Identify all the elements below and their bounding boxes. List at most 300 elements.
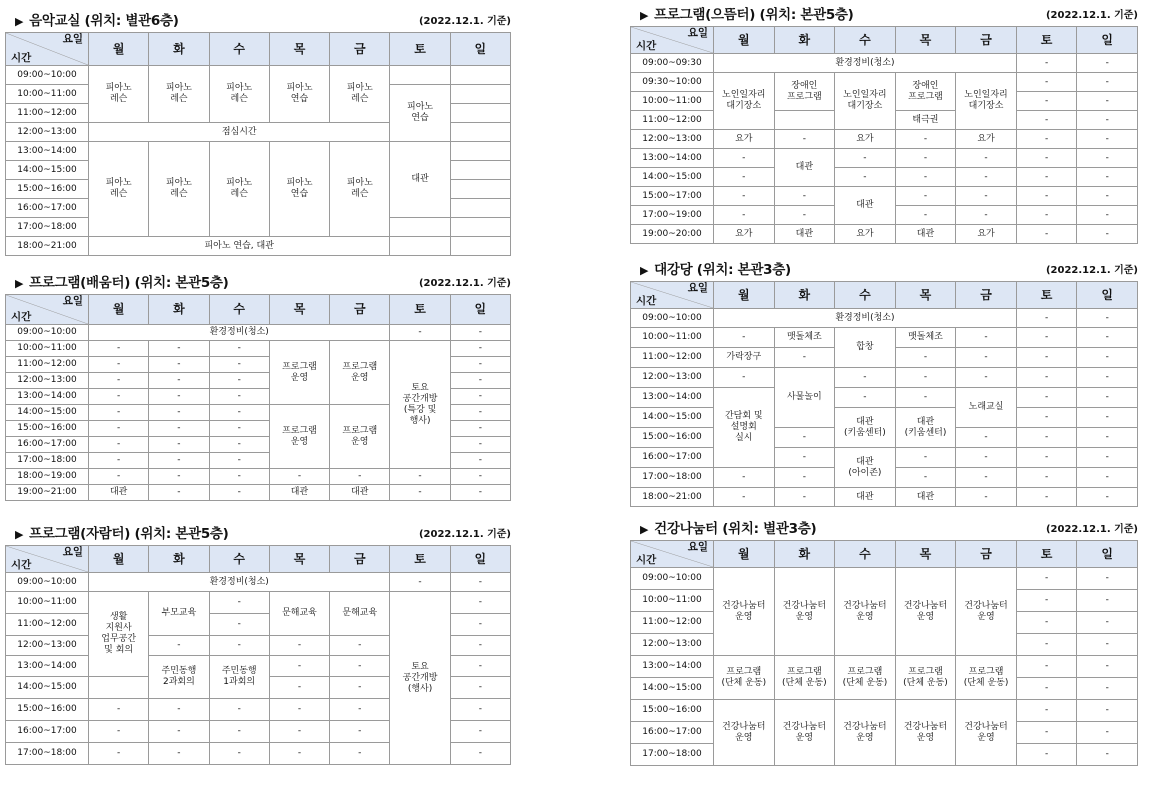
day-header: 월 — [714, 27, 775, 54]
table-corner: 요일 시간 — [631, 27, 714, 54]
dash-cell: - — [1077, 568, 1138, 590]
council-cell: 주민동행 1과회의 — [209, 656, 269, 699]
day-header: 토 — [390, 546, 450, 573]
day-header: 토 — [390, 295, 450, 325]
dash-cell: - — [1077, 612, 1138, 634]
day-header: 수 — [209, 33, 269, 66]
dash-cell: - — [269, 656, 329, 677]
dash-cell: - — [956, 368, 1017, 388]
dash-cell: - — [714, 168, 775, 187]
triangle-icon: ▶ — [15, 15, 24, 28]
day-header: 금 — [330, 295, 390, 325]
program-cell: 프로그램 운영 — [330, 405, 390, 469]
section-date: (2022.12.1. 기준) — [418, 529, 511, 540]
cleaning-cell: 환경정비(청소) — [89, 325, 390, 341]
day-header: 일 — [1077, 27, 1138, 54]
health-op-cell: 건강나눔터 운영 — [774, 568, 835, 656]
dash-cell: - — [1077, 92, 1138, 111]
dash-cell: - — [450, 636, 510, 656]
dash-cell: - — [450, 614, 510, 636]
dash-cell: - — [956, 348, 1017, 368]
dash-cell: - — [450, 421, 510, 437]
day-header: 화 — [774, 541, 835, 568]
day-header: 목 — [269, 546, 329, 573]
senior-job-cell: 노인일자리 대기장소 — [956, 73, 1017, 130]
dash-cell: - — [269, 743, 329, 765]
meeting-cell: 간담회 및 설명회 실시 — [714, 388, 775, 468]
empty-cell — [390, 237, 450, 256]
dash-cell: - — [450, 325, 510, 341]
table-corner: 요일 시간 — [6, 546, 89, 573]
yoga-cell: 요가 — [835, 130, 896, 149]
dash-cell: - — [1016, 130, 1077, 149]
section-date: (2022.12.1. 기준) — [418, 278, 511, 289]
dash-cell: - — [89, 699, 149, 721]
program-group-cell: 프로그램 (단체 운동) — [774, 656, 835, 700]
dash-cell: - — [1016, 225, 1077, 244]
dash-cell: - — [1016, 111, 1077, 130]
council-cell: 주민동행 2과회의 — [149, 656, 209, 699]
time-cell: 12:00~13:00 — [6, 373, 89, 389]
time-cell: 17:00~18:00 — [6, 218, 89, 237]
dash-cell: - — [450, 656, 510, 677]
hall-table — [630, 281, 1138, 507]
day-header: 금 — [330, 33, 390, 66]
piano-lesson-cell: 피아노 레슨 — [149, 142, 209, 237]
section-date: (2022.12.1. 기준) — [1045, 265, 1138, 276]
jaram-table — [5, 545, 511, 765]
time-cell: 17:00~18:00 — [631, 468, 714, 488]
stretch-cell: 맷돌체조 — [895, 328, 956, 348]
piano-lesson-cell: 피아노 레슨 — [209, 142, 269, 237]
dash-cell: - — [209, 699, 269, 721]
empty-cell — [450, 123, 510, 142]
support-office-cell: 생활 지원사 업무공간 및 회의 — [89, 592, 149, 677]
empty-cell — [390, 218, 450, 237]
dash-cell: - — [1016, 656, 1077, 678]
dash-cell: - — [209, 389, 269, 405]
dash-cell: - — [450, 389, 510, 405]
rental-cell: 대관 — [269, 485, 329, 501]
sat-open-cell: 토요 공간개방 (특강 및 행사) — [390, 341, 450, 469]
dash-cell: - — [149, 421, 209, 437]
yoga-cell: 요가 — [714, 130, 775, 149]
time-cell: 19:00~20:00 — [631, 225, 714, 244]
piano-lesson-cell: 피아노 레슨 — [330, 142, 390, 237]
section-date: (2022.12.1. 기준) — [418, 16, 511, 27]
time-cell: 15:00~16:00 — [631, 700, 714, 722]
dash-cell: - — [149, 485, 209, 501]
dash-cell: - — [895, 130, 956, 149]
dash-cell: - — [1016, 722, 1077, 744]
dash-cell: - — [895, 149, 956, 168]
time-cell: 10:00~11:00 — [6, 592, 89, 614]
dash-cell: - — [1016, 368, 1077, 388]
dash-cell: - — [714, 468, 775, 488]
lunch-cell: 점심시간 — [89, 123, 390, 142]
yoga-cell: 요가 — [835, 225, 896, 244]
dash-cell: - — [149, 437, 209, 453]
dash-cell: - — [209, 636, 269, 656]
dash-cell: - — [209, 405, 269, 421]
dash-cell: - — [1016, 590, 1077, 612]
dash-cell: - — [956, 468, 1017, 488]
program-group-cell: 프로그램 (단체 운동) — [956, 656, 1017, 700]
dash-cell: - — [269, 636, 329, 656]
dash-cell: - — [209, 743, 269, 765]
day-header: 일 — [450, 33, 510, 66]
senior-job-cell: 노인일자리 대기장소 — [714, 73, 775, 130]
day-header: 월 — [89, 546, 149, 573]
dash-cell: - — [1016, 678, 1077, 700]
dash-cell: - — [209, 721, 269, 743]
dash-cell: - — [450, 721, 510, 743]
time-cell: 10:00~11:00 — [631, 92, 714, 111]
section-title: ▶ 음악교실 (위치: 별관6층) — [15, 13, 179, 29]
time-cell: 10:00~11:00 — [6, 85, 89, 104]
dash-cell: - — [774, 130, 835, 149]
dash-cell: - — [209, 373, 269, 389]
evening-cell: 피아노 연습, 대관 — [89, 237, 390, 256]
baeum-table — [5, 294, 511, 501]
cleaning-cell: 환경정비(청소) — [714, 309, 1017, 328]
dash-cell: - — [209, 614, 269, 636]
piano-lesson-cell: 피아노 레슨 — [89, 66, 149, 123]
empty-cell — [774, 111, 835, 130]
dash-cell: - — [89, 469, 149, 485]
day-header: 화 — [149, 33, 209, 66]
dash-cell: - — [149, 743, 209, 765]
dash-cell: - — [774, 428, 835, 448]
rental-cell: 대관 — [835, 488, 896, 507]
time-cell: 15:00~16:00 — [631, 428, 714, 448]
time-cell: 15:00~17:00 — [631, 187, 714, 206]
time-cell: 19:00~21:00 — [6, 485, 89, 501]
dash-cell: - — [1077, 187, 1138, 206]
triangle-icon: ▶ — [640, 9, 649, 22]
time-cell: 14:00~15:00 — [6, 677, 89, 699]
dash-cell: - — [1016, 168, 1077, 187]
time-cell: 13:00~14:00 — [631, 149, 714, 168]
day-header: 월 — [89, 33, 149, 66]
health-op-cell: 건강나눔터 운영 — [956, 700, 1017, 766]
dash-cell: - — [956, 187, 1017, 206]
dash-cell: - — [956, 168, 1017, 187]
dash-cell: - — [956, 206, 1017, 225]
dash-cell: - — [1016, 149, 1077, 168]
triangle-icon: ▶ — [640, 264, 649, 277]
dash-cell: - — [330, 469, 390, 485]
dash-cell: - — [149, 373, 209, 389]
dash-cell: - — [1016, 348, 1077, 368]
dash-cell: - — [1077, 149, 1138, 168]
time-cell: 11:00~12:00 — [631, 348, 714, 368]
day-header: 화 — [774, 27, 835, 54]
day-header: 금 — [956, 27, 1017, 54]
piano-practice-cell: 피아노 연습 — [269, 142, 329, 237]
dash-cell: - — [895, 168, 956, 187]
day-header: 토 — [1016, 541, 1077, 568]
section-title: ▶ 프로그램(자람터) (위치: 본관5층) — [15, 526, 229, 542]
rental-kiwoom-cell: 대관 (키움센터) — [835, 408, 896, 448]
time-cell: 14:00~15:00 — [631, 168, 714, 187]
dash-cell: - — [1016, 744, 1077, 766]
dash-cell: - — [450, 743, 510, 765]
section-title: ▶ 대강당 (위치: 본관3층) — [640, 262, 791, 278]
dash-cell: - — [1016, 634, 1077, 656]
program-group-cell: 프로그램 (단체 운동) — [835, 656, 896, 700]
time-cell: 15:00~16:00 — [6, 421, 89, 437]
dash-cell: - — [1077, 634, 1138, 656]
day-header: 금 — [956, 541, 1017, 568]
empty-cell — [450, 237, 510, 256]
dash-cell: - — [714, 368, 775, 388]
dash-cell: - — [209, 469, 269, 485]
triangle-icon: ▶ — [15, 528, 24, 541]
dash-cell: - — [835, 149, 896, 168]
day-header: 목 — [895, 541, 956, 568]
dash-cell: - — [450, 699, 510, 721]
day-header: 월 — [714, 282, 775, 309]
dash-cell: - — [330, 743, 390, 765]
time-cell: 12:00~13:00 — [6, 123, 89, 142]
rental-ijone-cell: 대관 (아이존) — [835, 448, 896, 488]
dash-cell: - — [450, 677, 510, 699]
dash-cell: - — [1016, 328, 1077, 348]
music-table — [5, 32, 511, 256]
time-cell: 16:00~17:00 — [6, 721, 89, 743]
dash-cell: - — [1016, 309, 1077, 328]
dash-cell: - — [1016, 388, 1077, 408]
dash-cell: - — [330, 656, 390, 677]
jaram-section — [5, 521, 511, 765]
empty-cell — [450, 180, 510, 199]
time-cell: 17:00~18:00 — [6, 453, 89, 469]
piano-practice-cell: 피아노 연습 — [390, 85, 450, 142]
day-header: 수 — [835, 282, 896, 309]
dash-cell: - — [1077, 408, 1138, 428]
day-header: 화 — [774, 282, 835, 309]
time-cell: 11:00~12:00 — [6, 104, 89, 123]
dash-cell: - — [149, 389, 209, 405]
day-header: 화 — [149, 546, 209, 573]
dash-cell: - — [209, 421, 269, 437]
dash-cell: - — [1016, 700, 1077, 722]
time-cell: 10:00~11:00 — [631, 328, 714, 348]
health-op-cell: 건강나눔터 운영 — [714, 700, 775, 766]
dash-cell: - — [1077, 722, 1138, 744]
day-header: 수 — [835, 541, 896, 568]
dash-cell: - — [450, 341, 510, 357]
time-cell: 09:00~10:00 — [6, 573, 89, 592]
day-header: 목 — [895, 27, 956, 54]
eumteo-section — [630, 2, 1138, 244]
health-table — [630, 540, 1138, 766]
table-corner: 요일 시간 — [631, 282, 714, 309]
dash-cell: - — [1077, 348, 1138, 368]
dash-cell: - — [1077, 206, 1138, 225]
table-corner: 요일 시간 — [6, 295, 89, 325]
dash-cell: - — [1016, 488, 1077, 507]
dash-cell: - — [330, 699, 390, 721]
time-cell: 15:00~16:00 — [6, 180, 89, 199]
rental-kiwoom-cell: 대관 (키움센터) — [895, 408, 956, 448]
day-header: 토 — [390, 33, 450, 66]
dash-cell: - — [209, 437, 269, 453]
program-cell: 프로그램 운영 — [269, 405, 329, 469]
time-cell: 17:00~19:00 — [631, 206, 714, 225]
time-cell: 13:00~14:00 — [6, 142, 89, 161]
dash-cell: - — [390, 469, 450, 485]
dash-cell: - — [956, 448, 1017, 468]
time-cell: 11:00~12:00 — [631, 111, 714, 130]
time-cell: 18:00~19:00 — [6, 469, 89, 485]
time-cell: 11:00~12:00 — [6, 614, 89, 636]
health-op-cell: 건강나눔터 운영 — [774, 700, 835, 766]
section-title: ▶ 건강나눔터 (위치: 별관3층) — [640, 521, 817, 537]
time-cell: 17:00~18:00 — [6, 743, 89, 765]
dash-cell: - — [149, 469, 209, 485]
empty-cell — [450, 66, 510, 85]
dash-cell: - — [1016, 448, 1077, 468]
time-cell: 12:00~13:00 — [631, 634, 714, 656]
time-cell: 11:00~12:00 — [631, 612, 714, 634]
dash-cell: - — [895, 448, 956, 468]
dash-cell: - — [330, 677, 390, 699]
dash-cell: - — [149, 357, 209, 373]
baeum-section — [5, 270, 511, 501]
time-cell: 10:00~11:00 — [6, 341, 89, 357]
dash-cell: - — [1077, 130, 1138, 149]
dash-cell: - — [1016, 428, 1077, 448]
time-cell: 15:00~16:00 — [6, 699, 89, 721]
program-cell: 프로그램 운영 — [269, 341, 329, 405]
empty-cell — [450, 161, 510, 180]
rental-cell: 대관 — [89, 485, 149, 501]
dash-cell: - — [209, 592, 269, 614]
dash-cell: - — [89, 373, 149, 389]
dash-cell: - — [89, 405, 149, 421]
dash-cell: - — [450, 437, 510, 453]
day-header: 수 — [209, 295, 269, 325]
rental-cell: 대관 — [774, 225, 835, 244]
dash-cell: - — [1016, 206, 1077, 225]
dash-cell: - — [450, 469, 510, 485]
empty-cell — [450, 218, 510, 237]
dash-cell: - — [450, 357, 510, 373]
table-corner: 요일 시간 — [631, 541, 714, 568]
time-cell: 12:00~13:00 — [6, 636, 89, 656]
dash-cell: - — [330, 636, 390, 656]
dash-cell: - — [89, 341, 149, 357]
section-date: (2022.12.1. 기준) — [1045, 524, 1138, 535]
hall-section — [630, 257, 1138, 507]
dash-cell: - — [269, 469, 329, 485]
taekwondo-cell: 태극권 — [895, 111, 956, 130]
day-header: 일 — [450, 295, 510, 325]
time-cell: 09:00~10:00 — [631, 568, 714, 590]
time-cell: 16:00~17:00 — [631, 722, 714, 744]
time-cell: 18:00~21:00 — [6, 237, 89, 256]
section-date: (2022.12.1. 기준) — [1045, 10, 1138, 21]
dash-cell: - — [1016, 73, 1077, 92]
dash-cell: - — [1077, 678, 1138, 700]
dash-cell: - — [835, 388, 896, 408]
choir-cell: 합창 — [835, 328, 896, 368]
time-cell: 09:00~10:00 — [6, 66, 89, 85]
dash-cell: - — [714, 206, 775, 225]
time-cell: 14:00~15:00 — [631, 408, 714, 428]
dash-cell: - — [714, 328, 775, 348]
dash-cell: - — [835, 168, 896, 187]
literacy-cell: 문해교육 — [330, 592, 390, 636]
dash-cell: - — [1077, 168, 1138, 187]
section-title: ▶ 프로그램(배움터) (위치: 본관5층) — [15, 275, 229, 291]
dash-cell: - — [149, 341, 209, 357]
dash-cell: - — [390, 573, 450, 592]
piano-lesson-cell: 피아노 레슨 — [209, 66, 269, 123]
dash-cell: - — [1077, 448, 1138, 468]
dash-cell: - — [1077, 388, 1138, 408]
dash-cell: - — [1077, 111, 1138, 130]
dash-cell: - — [450, 592, 510, 614]
dash-cell: - — [1077, 468, 1138, 488]
day-header: 월 — [89, 295, 149, 325]
dash-cell: - — [89, 357, 149, 373]
music-section — [5, 8, 511, 256]
time-cell: 16:00~17:00 — [631, 448, 714, 468]
time-cell: 18:00~21:00 — [631, 488, 714, 507]
time-cell: 13:00~14:00 — [6, 389, 89, 405]
table-corner: 요일 시간 — [6, 33, 89, 66]
day-header: 토 — [1016, 282, 1077, 309]
stretch-cell: 맷돌체조 — [774, 328, 835, 348]
dash-cell: - — [269, 721, 329, 743]
day-header: 목 — [269, 33, 329, 66]
rental-cell: 대관 — [895, 225, 956, 244]
dash-cell: - — [149, 636, 209, 656]
senior-job-cell: 노인일자리 대기장소 — [835, 73, 896, 130]
dash-cell: - — [1077, 488, 1138, 507]
time-cell: 13:00~14:00 — [6, 656, 89, 677]
dash-cell: - — [895, 187, 956, 206]
dash-cell: - — [1016, 568, 1077, 590]
day-header: 수 — [209, 546, 269, 573]
time-cell: 13:00~14:00 — [631, 656, 714, 678]
disabled-program-cell: 장애인 프로그램 — [774, 73, 835, 111]
day-header: 일 — [1077, 282, 1138, 309]
empty-cell — [450, 104, 510, 123]
dash-cell: - — [835, 368, 896, 388]
program-group-cell: 프로그램 (단체 운동) — [895, 656, 956, 700]
dash-cell: - — [895, 388, 956, 408]
section-title: ▶ 프로그램(으뜸터) (위치: 본관5층) — [640, 7, 854, 23]
dash-cell: - — [956, 488, 1017, 507]
dash-cell: - — [149, 721, 209, 743]
dash-cell: - — [89, 743, 149, 765]
dash-cell: - — [89, 389, 149, 405]
dash-cell: - — [895, 468, 956, 488]
day-header: 금 — [330, 546, 390, 573]
time-cell: 16:00~17:00 — [6, 199, 89, 218]
dash-cell: - — [1077, 225, 1138, 244]
day-header: 월 — [714, 541, 775, 568]
health-op-cell: 건강나눔터 운영 — [835, 700, 896, 766]
empty-cell — [89, 677, 149, 699]
program-cell: 프로그램 운영 — [330, 341, 390, 405]
dash-cell: - — [1077, 590, 1138, 612]
day-header: 화 — [149, 295, 209, 325]
